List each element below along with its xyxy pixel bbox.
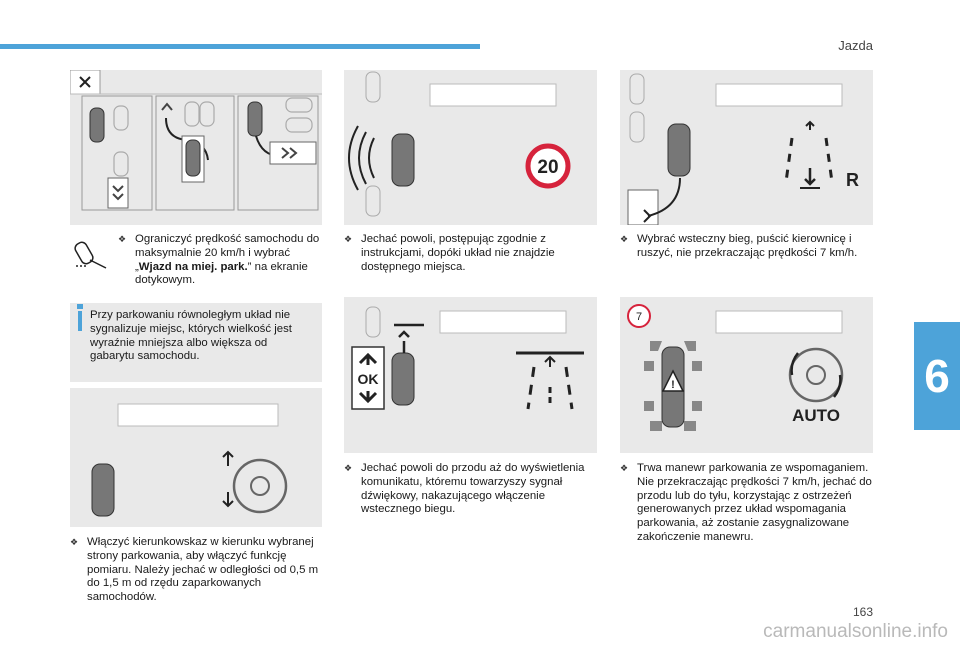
watermark: carmanualsonline.info [763,621,948,642]
step-text: Włączyć kierunkowskaz w kierunku wybranej strony parkowania, aby włączyć funkcję pomiaru. Należy jechać w odległości od 0,5 m do 1,5 m od rzędu zaparkowanych samochodów. [87,536,319,604]
step-indicator [70,536,330,605]
speed-sign-value: 20 [537,157,559,178]
ok-label: OK [357,371,379,387]
info-bar [78,311,82,331]
figure-reverse [620,70,873,225]
step-forward [344,462,604,517]
figure-search [344,70,597,225]
figure-auto [620,297,873,453]
step-reverse [620,233,875,261]
checkbox-bullet-icon: ❖ [344,235,353,245]
checkbox-bullet-icon: ❖ [70,538,79,548]
figure-parking-modes [70,70,322,225]
svg-text:!: ! [671,379,675,391]
checkbox-bullet-icon: ❖ [344,464,353,474]
step-text: Jechać powoli do przodu aż do wyświetlenia komunikatu, któremu towarzyszy sygnał dźwiękowy, nakazującego włączenie wstecznego biegu. [361,462,585,516]
badge-number: 7 [635,311,643,323]
figure-forward [344,297,597,453]
step-limit-speed [118,233,328,288]
auto-label: AUTO [792,406,840,425]
checkbox-bullet-icon: ❖ [620,235,629,245]
step-maneuver [620,462,875,545]
step-text: Jechać powoli, postępując zgodnie z instrukcjami, dopóki układ nie znajdzie dostępnego miejsca. [361,233,555,273]
section-title: Jazda [838,38,873,53]
figure-indicator [70,388,322,527]
step-text: Trwa manewr parkowania ze wspomaganiem. Nie przekraczając prędkości 7 km/h, jechać do przodu lub do tyłu, korzystając z ostrzeżeń generowanych przez układ wspomagania parkowania, aż zostanie zasygnalizowane zakończenie manewru. [637,462,872,543]
speed-icon [74,238,110,272]
info-note [70,303,322,382]
menu-option-name: Wjazd na miej. park. [138,260,248,273]
info-text: Przy parkowaniu równoległym układ nie sygnalizuje miejsc, których wielkość jest wyraźnie mniejsza albo większa od gabarytu samochodu. [90,309,292,363]
accent-bar [0,44,480,49]
step-text-end: ” na ekranie dotykowym. [135,260,308,287]
reverse-label: R [846,170,859,190]
checkbox-bullet-icon: ❖ [118,235,127,245]
checkbox-bullet-icon: ❖ [620,464,629,474]
page-number: 163 [852,605,873,619]
step-text: Wybrać wsteczny bieg, puścić kierownicę i ruszyć, nie przekraczając prędkości 7 km/h. [637,233,858,259]
step-text: Ograniczyć prędkość samochodu do maksymalnie 20 km/h i wybrać „ [135,233,320,273]
info-icon [77,304,83,309]
chapter-tab: 6 [914,322,960,430]
step-drive-slowly [344,233,594,274]
